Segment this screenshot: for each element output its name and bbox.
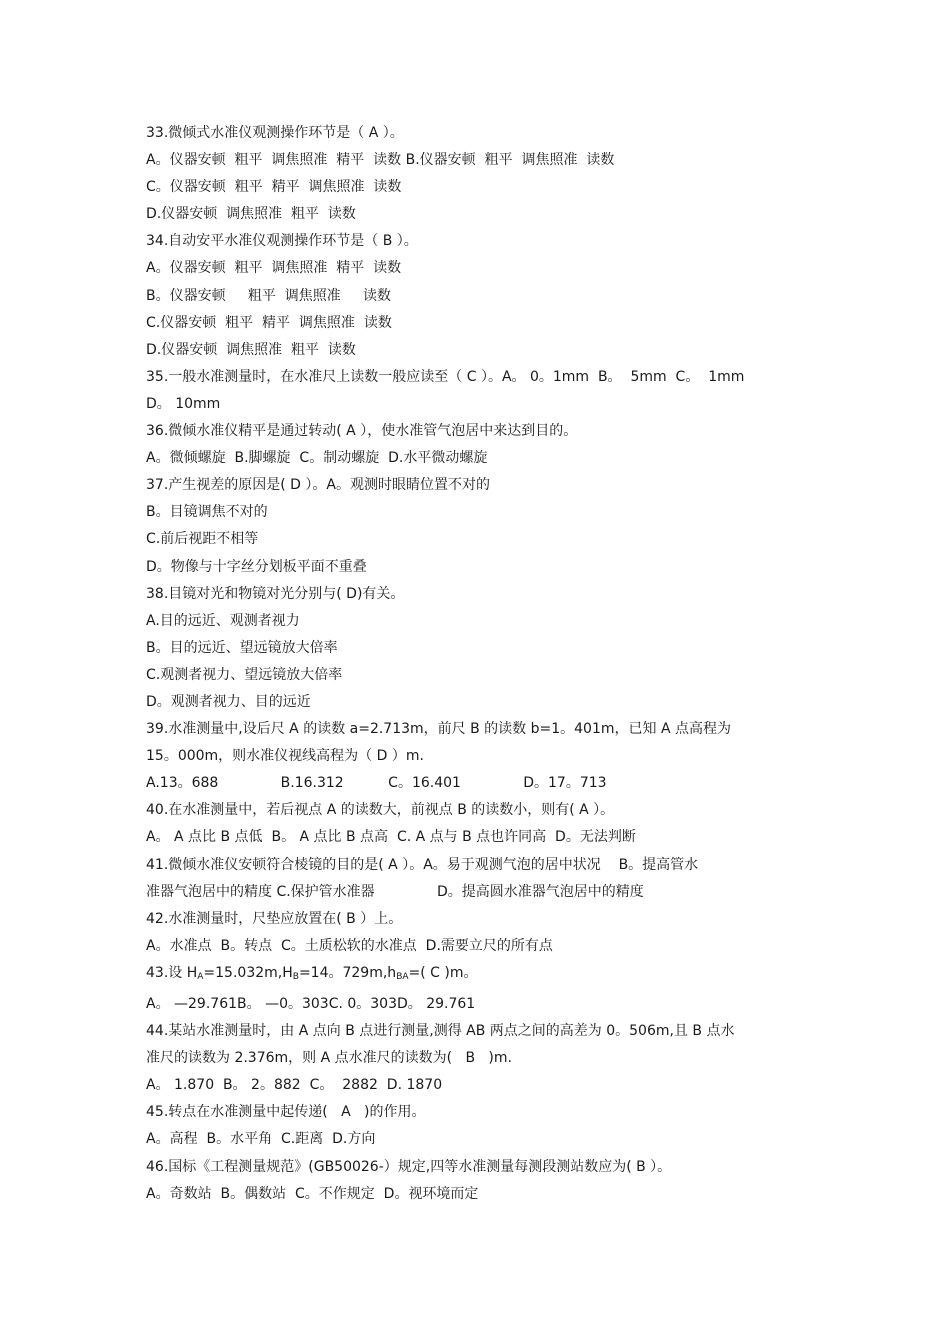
question-text-block [146,120,814,1208]
question-46: 46.国标《工程测量规范》(GB50026-）规定,四等水准测量每测段测站数应为( B ）。 [146,1158,672,1175]
q43-suffix: =( C )m。 [408,964,478,981]
option-line: B。目镜调焦不对的 [146,504,268,521]
question-43 [146,960,814,991]
option-line: B。目的远近、望远镜放大倍率 [146,639,338,656]
option-line: A。 A 点比 B 点低 B。 A 点比 B 点高 C. A 点与 B 点也许同高 D。无法判断 [146,829,636,846]
q43-sub-b: B [292,971,299,982]
q43-sub-ba: BA [396,971,409,982]
question-42: 42.水准测量时，尺垫应放置在( B ）上。 [146,910,403,927]
option-line: A。微倾螺旋 B.脚螺旋 C。制动螺旋 D.水平微动螺旋 [146,450,488,467]
question-45: 45.转点在水准测量中起传递( A )的作用。 [146,1104,426,1121]
question-44: 44.某站水准测量时，由 A 点向 B 点进行测量,测得 AB 两点之间的高差为 0。506m,且 B 点水 [146,1023,735,1040]
option-line: D。物像与十字丝分划板平面不重叠 [146,558,367,575]
option-line: A。仪器安顿 粗平 调焦照准 精平 读数 B.仪器安顿 粗平 调焦照准 读数 [146,152,615,169]
question-39-cont: 15。000m，则水准仪视线高程为（ D ）m. [146,748,424,765]
question-41: 41.微倾水准仪安顿符合棱镜的目的是( A ）。A。易于观测气泡的居中状况 B。提高管水 [146,856,699,873]
q43-prefix: 43.设 H [146,964,198,981]
option-line: C。仪器安顿 粗平 精平 调焦照准 读数 [146,179,402,196]
option-line: A。水准点 B。转点 C。土质松软的水准点 D.需要立尺的所有点 [146,937,553,954]
question-39: 39.水准测量中,设后尺 A 的读数 a=2.713m，前尺 B 的读数 b=1。401m，已知 A 点高程为 [146,721,731,738]
q43-mid2: =14。729m,h [298,964,397,981]
option-line: A。奇数站 B。偶数站 C。不作规定 D。视环境而定 [146,1185,479,1202]
option-line: D。 10mm [146,395,221,412]
question-34: 34.自动安平水准仪观测操作环节是（ B ）。 [146,233,418,250]
question-38: 38.目镜对光和物镜对光分别与( D)有关。 [146,585,405,602]
option-line: D.仪器安顿 调焦照准 粗平 读数 [146,206,356,223]
option-line: A.目的远近、观测者视力 [146,612,300,629]
option-line: A。 1.870 B。 2。882 C。 2882 D. 1870 [146,1077,443,1094]
question-33: 33.微倾式水准仪观测操作环节是（ A ）。 [146,125,404,141]
option-line: A。仪器安顿 粗平 调焦照准 精平 读数 [146,260,402,277]
option-line: C.仪器安顿 粗平 精平 调焦照准 读数 [146,314,392,331]
question-37: 37.产生视差的原因是( D ）。A。观测时眼睛位置不对的 [146,477,490,494]
question-44-cont: 准尺的读数为 2.376m，则 A 点水准尺的读数为( B )m. [146,1050,512,1067]
option-line: A.13。688 B.16.312 C。16.401 D。17。713 [146,775,607,792]
option-line: B。仪器安顿 粗平 调焦照准 读数 [146,287,392,304]
question-40: 40.在水准测量中，若后视点 A 的读数大，前视点 B 的读数小，则有( A ）。 [146,802,615,819]
q43-sub-a: A [197,971,204,982]
question-35: 35.一般水准测量时，在水准尺上读数一般应读至（ C ）。A。 0。1mm B。 5mm C。 1mm [146,368,745,385]
option-line: A。高程 B。水平角 C.距离 D.方向 [146,1131,376,1148]
option-line: C.前后视距不相等 [146,531,259,548]
q43-mid1: =15.032m,H [203,964,293,981]
option-line: D.仪器安顿 调焦照准 粗平 读数 [146,341,356,358]
question-41-cont: 准器气泡居中的精度 C.保护管水准器 D。提高圆水准器气泡居中的精度 [146,883,644,900]
option-line: A。 —29.761B。 —0。303C. 0。303D。 29.761 [146,996,476,1012]
question-36: 36.微倾水准仪精平是通过转动( A ），使水准管气泡居中来达到目的。 [146,423,578,440]
option-line: D。观测者视力、目的远近 [146,693,311,710]
option-line: C.观测者视力、望远镜放大倍率 [146,666,343,683]
